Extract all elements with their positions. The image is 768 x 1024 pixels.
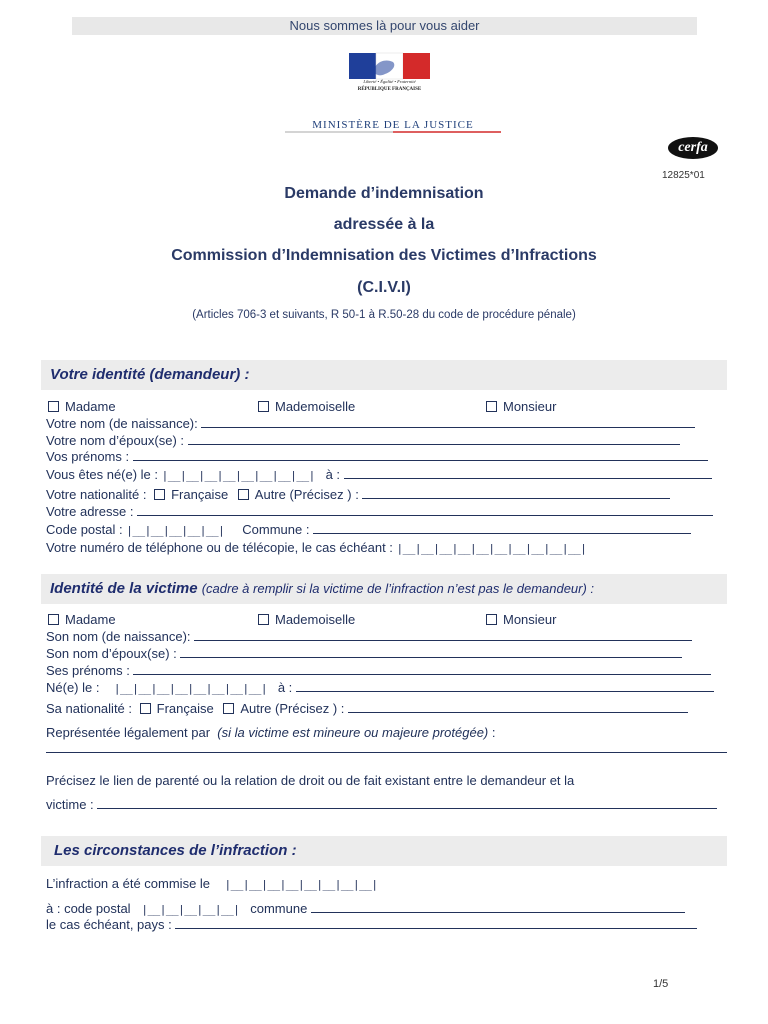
postal-code-field[interactable]: |__|__|__|__|__| — [126, 524, 225, 537]
commune-label: Commune : — [242, 522, 310, 537]
victim-mademoiselle-checkbox[interactable] — [258, 614, 269, 625]
victim-spouse-name-field[interactable] — [180, 646, 682, 658]
offence-date-field[interactable]: |__|__|__|__|__|__|__|__| — [224, 878, 378, 891]
top-banner: Nous sommes là pour vous aider — [72, 17, 697, 35]
spouse-name-field[interactable] — [188, 433, 680, 445]
birth-date-field[interactable]: |__|__|__|__|__|__|__|__| — [161, 469, 315, 482]
nationality-label: Votre nationalité : — [46, 487, 147, 502]
madame-label: Madame — [65, 399, 116, 414]
title-line-2: adressée à la — [333, 216, 435, 233]
victim-heading-note: (cadre à remplir si la victime de l’infraction n’est pas le demandeur) : — [201, 581, 595, 596]
victim-mademoiselle-label: Mademoiselle — [275, 612, 356, 627]
relationship-row — [46, 773, 574, 789]
victim-other-nationality-label: Autre (Précisez ) : — [240, 701, 345, 716]
victim-first-names-label: Ses prénoms : — [46, 663, 130, 678]
offence-date-row — [46, 876, 378, 893]
title-line-4: (C.I.V.I) — [357, 279, 411, 296]
victim-birth-place-field[interactable] — [296, 680, 714, 692]
title-line-3: Commission d’Indemnisation des Victimes d’Infractions — [171, 247, 597, 264]
offence-country-field[interactable] — [175, 917, 697, 929]
offence-commune-field[interactable] — [311, 901, 685, 913]
legal-representative-row — [46, 725, 496, 741]
birth-name-row — [46, 416, 695, 432]
title-line-1: Demande d’indemnisation — [284, 185, 484, 202]
nationality-row — [46, 487, 670, 503]
victim-birth-date-row — [46, 680, 714, 697]
birth-place-label: à : — [325, 467, 341, 482]
section-applicant-identity — [41, 360, 727, 390]
cerfa-badge: cerfa — [668, 137, 718, 159]
victim-madame-label: Madame — [65, 612, 116, 627]
french-checkbox[interactable] — [154, 489, 165, 500]
postal-code-label: Code postal : — [46, 522, 123, 537]
address-field[interactable] — [137, 504, 713, 516]
victim-monsieur-label: Monsieur — [503, 612, 557, 627]
ministry-logo — [285, 50, 501, 136]
flag-red — [403, 53, 430, 79]
spouse-name-row — [46, 433, 680, 449]
victim-birth-date-field[interactable]: |__|__|__|__|__|__|__|__| — [113, 682, 267, 695]
birth-place-field[interactable] — [344, 467, 712, 479]
section-heading — [50, 580, 594, 597]
relationship-field[interactable] — [97, 797, 717, 809]
victim-first-names-row — [46, 663, 711, 679]
spouse-name-label: Votre nom d’époux(se) : — [46, 433, 185, 448]
victim-heading-text: Identité de la victime — [50, 580, 198, 597]
victim-birth-name-row — [46, 629, 692, 645]
victim-french-label: Française — [156, 701, 214, 716]
offence-place-row — [46, 901, 685, 918]
commune-field[interactable] — [313, 522, 691, 534]
mademoiselle-checkbox[interactable] — [258, 401, 269, 412]
monsieur-label: Monsieur — [503, 399, 557, 414]
legal-reference: (Articles 706-3 et suivants, R 50-1 à R.50-28 du code de procédure pénale) — [192, 309, 576, 321]
offence-country-row — [46, 917, 697, 933]
logo-republic: RÉPUBLIQUE FRANÇAISE — [357, 87, 422, 92]
victim-madame-checkbox[interactable] — [48, 614, 59, 625]
victim-spouse-name-row — [46, 646, 682, 662]
victim-spouse-name-label: Son nom d’époux(se) : — [46, 646, 177, 661]
victim-birth-date-label: Né(e) le : — [46, 680, 100, 695]
logo-motto: Liberté • Égalité • Fraternité — [363, 79, 416, 84]
first-names-row — [46, 449, 708, 465]
relationship-field-row — [46, 797, 717, 813]
other-nationality-field[interactable] — [362, 487, 670, 499]
offence-postal-code-label: à : code postal — [46, 901, 131, 916]
address-label: Votre adresse : — [46, 504, 134, 519]
address-row — [46, 504, 713, 520]
victim-birth-place-label: à : — [277, 680, 293, 695]
victim-birth-name-field[interactable] — [194, 629, 692, 641]
legal-representative-label: Représentée légalement par — [46, 725, 211, 740]
victim-nationality-row — [46, 701, 688, 717]
section-victim-identity — [41, 574, 727, 604]
cerfa-number: 12825*01 — [662, 170, 705, 181]
victim-other-nationality-checkbox[interactable] — [223, 703, 234, 714]
offence-country-label: le cas échéant, pays : — [46, 917, 172, 932]
birth-name-field[interactable] — [201, 416, 695, 428]
victim-other-nationality-field[interactable] — [348, 701, 688, 713]
offence-date-label: L’infraction a été commise le — [46, 876, 211, 891]
offence-postal-code-field[interactable]: |__|__|__|__|__| — [141, 903, 240, 916]
monsieur-checkbox[interactable] — [486, 401, 497, 412]
section-heading: Les circonstances de l’infraction : — [54, 842, 297, 859]
madame-checkbox[interactable] — [48, 401, 59, 412]
legal-representative-colon: : — [491, 725, 496, 740]
phone-field[interactable]: |__|__|__|__|__|__|__|__|__|__| — [396, 542, 587, 555]
first-names-label: Vos prénoms : — [46, 449, 130, 464]
birth-date-label: Vous êtes né(e) le : — [46, 467, 159, 482]
victim-first-names-field[interactable] — [133, 663, 711, 675]
mademoiselle-label: Mademoiselle — [275, 399, 356, 414]
page-number: 1/5 — [653, 978, 669, 990]
section-offence-circumstances — [41, 836, 727, 866]
relationship-label: Précisez le lien de parenté ou la relation de droit ou de fait existant entre le demandeur et la — [46, 773, 575, 788]
legal-representative-field[interactable] — [46, 752, 727, 753]
victim-monsieur-checkbox[interactable] — [486, 614, 497, 625]
postal-code-row — [46, 522, 691, 539]
legal-representative-note: (si la victime est mineure ou majeure protégée) — [217, 725, 489, 740]
section-heading: Votre identité (demandeur) : — [50, 366, 250, 383]
logo-ministry: MINISTÈRE DE LA JUSTICE — [312, 119, 474, 131]
phone-label: Votre numéro de téléphone ou de télécopie, le cas échéant : — [46, 540, 393, 555]
victim-birth-name-label: Son nom (de naissance): — [46, 629, 191, 644]
offence-commune-label: commune — [250, 901, 308, 916]
other-nationality-checkbox[interactable] — [238, 489, 249, 500]
phone-row — [46, 540, 586, 557]
birth-date-row — [46, 467, 712, 484]
flag-blue — [349, 53, 376, 79]
french-label: Française — [171, 487, 229, 502]
victim-french-checkbox[interactable] — [140, 703, 151, 714]
relationship-victim-label: victime : — [46, 797, 94, 812]
victim-nationality-label: Sa nationalité : — [46, 701, 133, 716]
first-names-field[interactable] — [133, 449, 708, 461]
other-nationality-label: Autre (Précisez ) : — [254, 487, 359, 502]
birth-name-label: Votre nom (de naissance): — [46, 416, 198, 431]
